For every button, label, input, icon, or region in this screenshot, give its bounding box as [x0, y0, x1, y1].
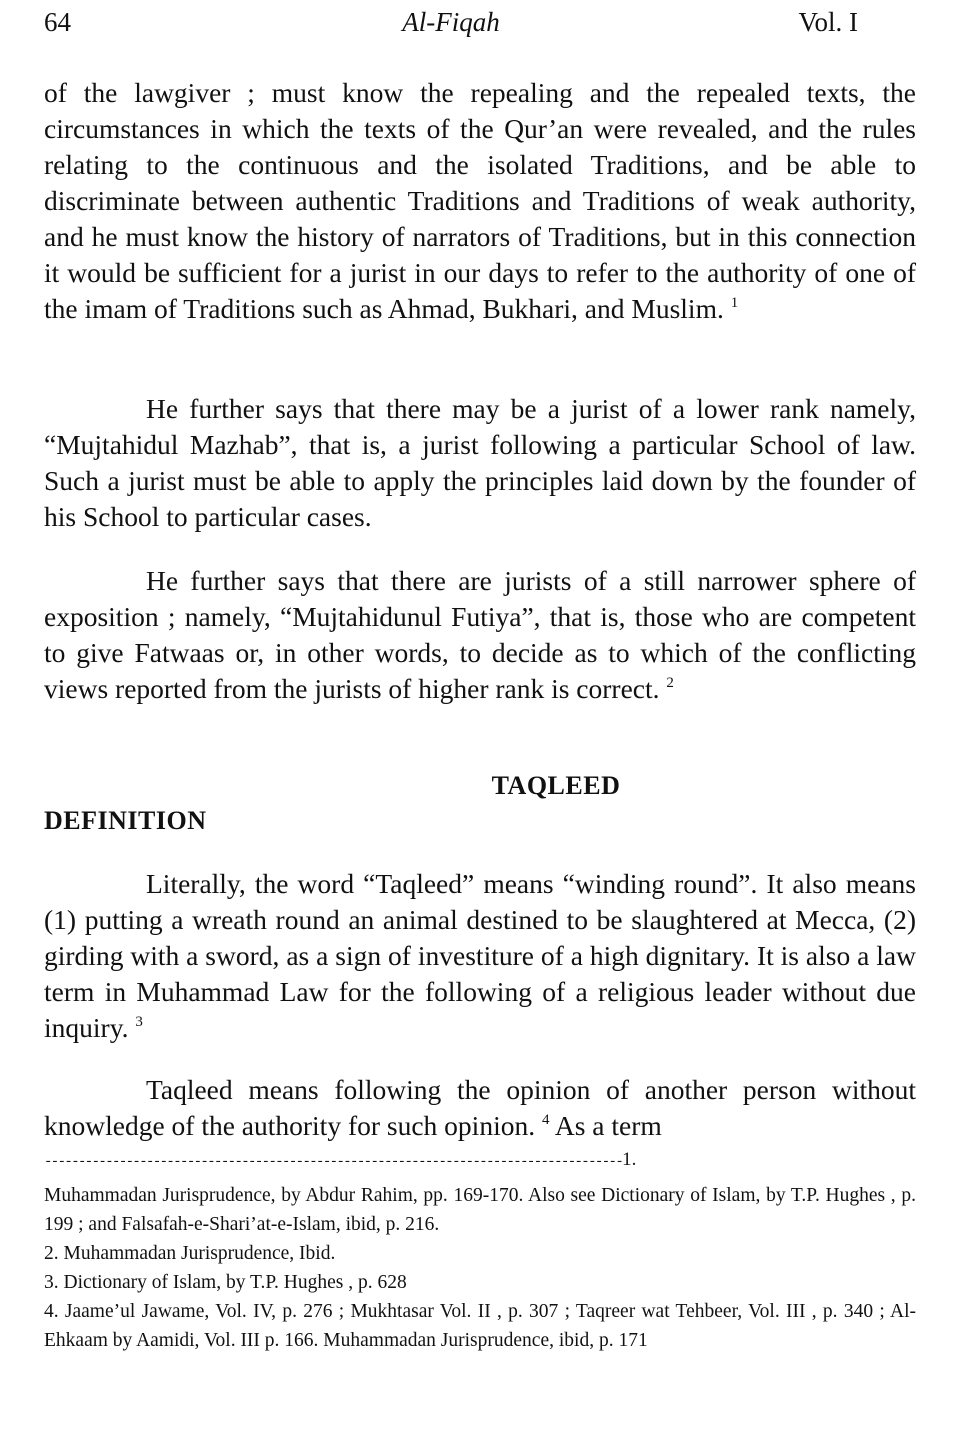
- paragraph-5-text: Taqleed means following the opinion of another person without knowledge of the authority for such opinion.: [44, 1074, 916, 1141]
- paragraph-1: [44, 75, 916, 327]
- running-header: [44, 2, 858, 42]
- footnote-ref-3: 3: [135, 1014, 143, 1030]
- footnote-separator: [44, 1150, 916, 1172]
- paragraph-5: [44, 1072, 916, 1144]
- footnote-ref-1: 1: [730, 295, 739, 311]
- page-number: 64: [44, 7, 71, 37]
- paragraph-4-text: Literally, the word “Taqleed” means “winding round”. It also means (1) putting a wreath round an animal destined to be slaughtered at Mecca, (2) girding with a sword, as a sign of investiture of a high dignitary. It is also a law term in Muhammad Law for the following of a religious leader without due inquiry.: [44, 868, 916, 1043]
- footnote-ref-4: 4: [541, 1112, 550, 1128]
- paragraph-4: [44, 866, 916, 1046]
- footnotes: [44, 1181, 916, 1355]
- footnote-2: 2. Muhammadan Jurisprudence, Ibid.: [44, 1243, 336, 1264]
- volume-label: Vol. I: [798, 7, 858, 37]
- running-title: Al-Fiqah: [402, 7, 500, 37]
- paragraph-2-text: He further says that there may be a jurist of a lower rank namely, “Mujtahidul Mazhab”, that is, a jurist following a particular School of law. Such a jurist must be able to apply the principles laid down by the founder of his School to particular cases.: [44, 393, 916, 532]
- paragraph-1-text: of the lawgiver ; must know the repealing and the repealed texts, the circumstances in which the texts of the Qur’an were revealed, and the rules relating to the continuous and the isolated Traditions, and be able to discriminate between authentic Traditions and Traditions of weak authority, and he must know the history of narrators of Traditions, but in this connection it would be sufficient for a jurist in our days to refer to the authority of one of the imam of Traditions such as Ahmad, Bukhari, and Muslim.: [44, 77, 916, 324]
- footnote-1: Muhammadan Jurisprudence, by Abdur Rahim, pp. 169-170. Also see Dictionary of Islam, by T.P. Hughes , p. 199 ; and Falsafah-e-Shari’at-e-Islam, ibid, p. 216.: [44, 1185, 916, 1235]
- paragraph-2: [44, 391, 916, 535]
- paragraph-5-continuation: As a term: [554, 1110, 662, 1141]
- subsection-heading: DEFINITION: [44, 806, 207, 835]
- footnote-4: 4. Jaame’ul Jawame, Vol. IV, p. 276 ; Mukhtasar Vol. II , p. 307 ; Taqreer wat Tehbeer, Vol. III , p. 340 ; Al-Ehkaam by Aamidi, Vol. III p. 166. Muhammadan Jurisprudence, ibid, p. 171: [44, 1301, 916, 1351]
- footnote-ref-2: 2: [666, 675, 674, 691]
- paragraph-3-text: He further says that there are jurists of a still narrower sphere of exposition ; namely, “Mujtahidunul Futiya”, that is, those who are competent to give Fatwaas or, in other words, to decide as to which of the conflicting views reported from the jurists of higher rank is correct.: [44, 565, 916, 704]
- footnote-1-number: 1.: [622, 1150, 637, 1170]
- section-heading: TAQLEED: [491, 771, 621, 800]
- footnote-3: 3. Dictionary of Islam, by T.P. Hughes , p. 628: [44, 1272, 407, 1293]
- paragraph-3: [44, 563, 916, 707]
- separator-dashes: -------------------------------------------------------------------------------------: [44, 1154, 623, 1170]
